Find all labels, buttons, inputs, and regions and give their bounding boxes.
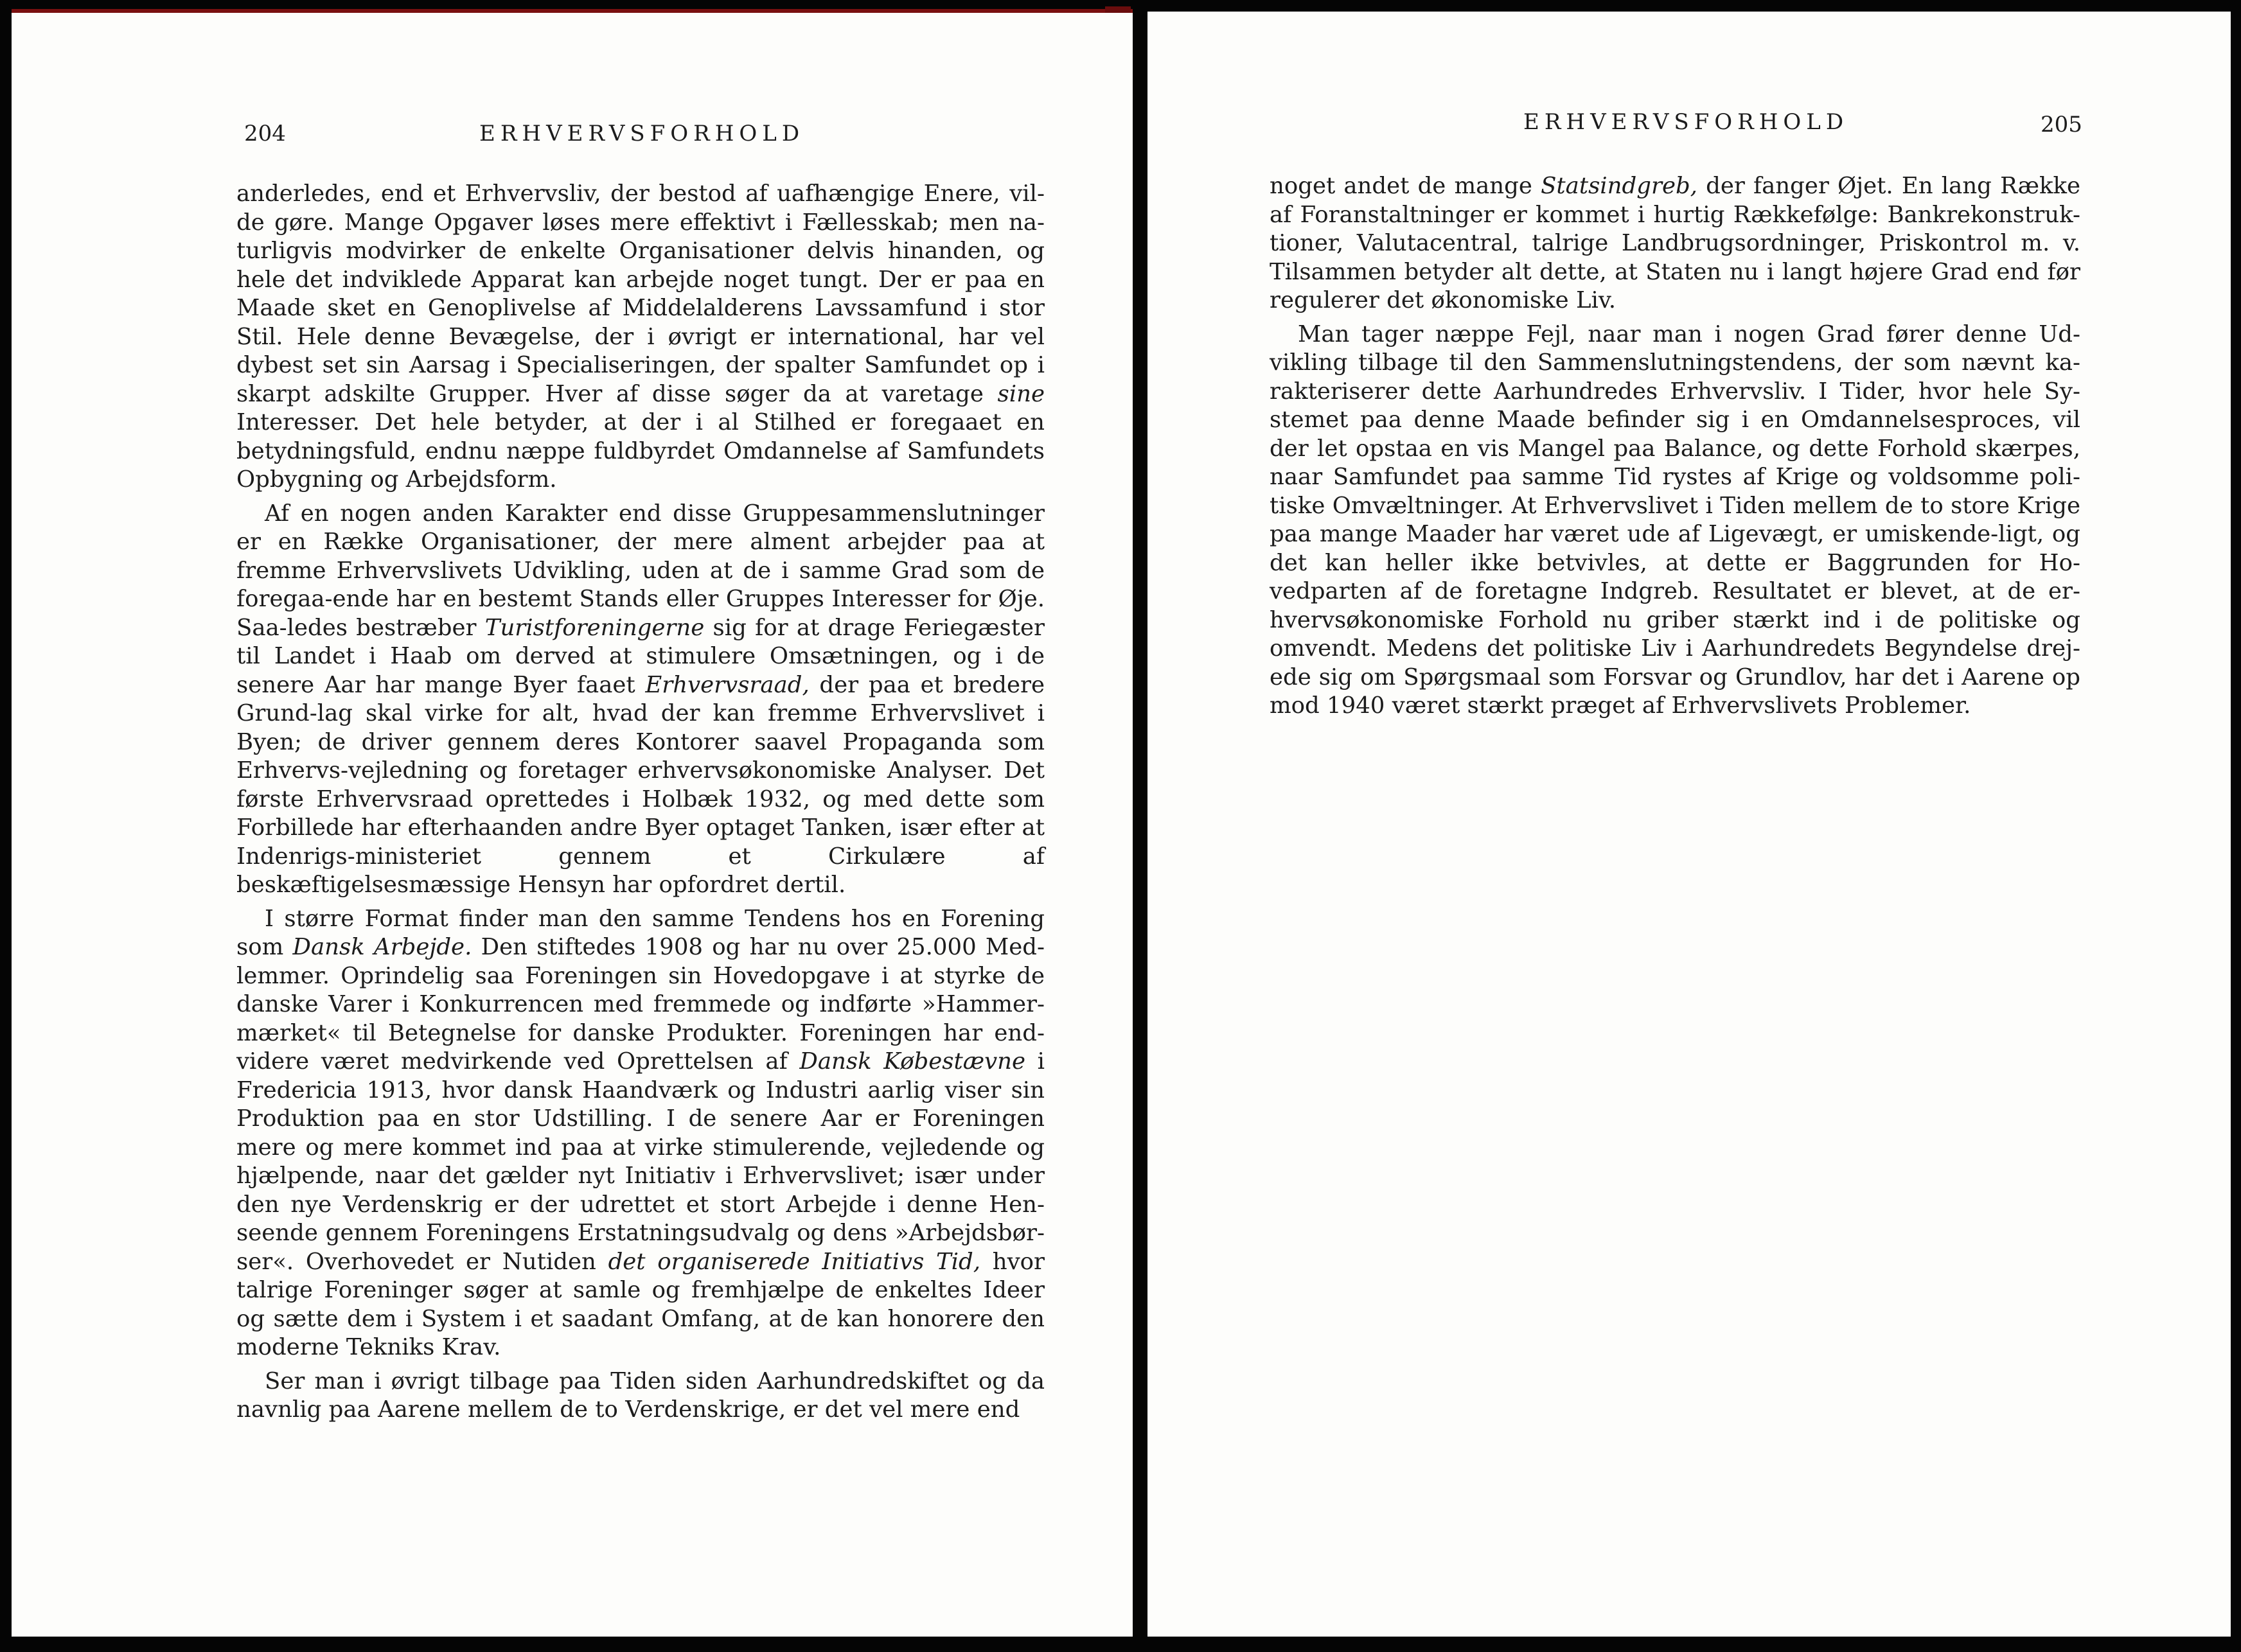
text-run: I større Format finder man den samme Tendens hos en Forening som [236, 905, 1045, 960]
italic-run: Turistforeningerne [484, 614, 705, 641]
italic-run: Dansk Købestævne [799, 1048, 1026, 1075]
paragraph [236, 500, 1045, 900]
text-run: der paa et bredere Grund-lag skal virke for alt, hvad der kan fremme Erhvervslivet i Byen; de driver gennem deres Kontorer saavel Propaganda som Erhvervs-vejledning og foretager erhvervsøkonomiske Analyser. Det første Erhvervsraad oprettedes i Holbæk 1932, og med dette som Forbillede har efterhaanden andre Byer optaget Tanken, især efter at Indenrigs-ministeriet gennem et Cirkulære af beskæftigelsesmæssige Hensyn har opfordret dertil. [236, 671, 1045, 898]
text-run: hvor talrige Foreninger søger at samle og fremhjælpe de enkeltes Ideer og sætte dem i System i et saadant Omfang, at de kan honorere den moderne Tekniks Krav. [236, 1248, 1045, 1360]
italic-run: sine [997, 380, 1045, 407]
paragraph [1270, 172, 2080, 315]
text-run: Man tager næppe Fejl, naar man i nogen Grad fører denne Ud-vikling tilbage til den Sammenslutningstendens, der som nævnt ka-rakteriserer dette Aarhundredes Erhvervsliv. I Tider, hvor hele Sy-stemet paa denne Maade befinder sig i en Omdannelsesproces, vil der let opstaa en vis Mangel paa Balance, og dette Forhold skærpes, naar Samfundet paa samme Tid rystes af Krige og voldsomme poli-tiske Omvæltninger. At Erhvervslivet i Tiden mellem de to store Krige paa mange Maader har været ude af Ligevægt, er umiskende-ligt, og det kan heller ikke betvivles, at dette er Baggrunden for Ho-vedparten af de foretagne Indgreb. Resultatet er blevet, at de er-hvervsøkonomiske Forhold nu griber stærkt ind i de politiske og omvendt. Medens det politiske Liv i Aarhundredets Begyndelse drej-ede sig om Spørgsmaal som Forsvar og Grundlov, har det i Aarene op mod 1940 været stærkt præget af Erhvervslivets Problemer. [1270, 321, 2080, 719]
page-number: 205 [2041, 112, 2082, 137]
page-edge-mark [1105, 6, 1131, 13]
text-run: der fanger Øjet. En lang Række af Foranstaltninger er kommet i hurtig Rækkefølge: Bankrekonstruk-tioner, Valutacentral, talrige Landbrugsordninger, Priskontrol m. v. Tilsammen betyder alt dette, at Staten nu i langt højere Grad end før regulerer det økonomiske Liv. [1270, 173, 2081, 313]
text-run: sig for at drage Feriegæster til Landet i Haab om derved at stimulere Omsætningen, og i de senere Aar har mange Byer faaet [236, 614, 1045, 698]
running-title: ERHVERVSFORHOLD [479, 121, 805, 146]
paragraph [1270, 321, 2080, 721]
right-page [1147, 12, 2231, 1637]
italic-run: Erhvervsraad, [645, 671, 810, 698]
italic-run: Statsindgreb, [1541, 173, 1697, 199]
running-title: ERHVERVSFORHOLD [1523, 109, 1849, 135]
text-run: noget andet de mange [1270, 173, 1541, 199]
italic-run: Dansk Arbejde. [292, 934, 472, 960]
page-number: 204 [244, 121, 286, 146]
text-run: Interesser. Det hele betyder, at der i al Stilhed er foregaaet en betydningsfuld, endnu næppe fuldbyrdet Omdannelse af Samfundets Opbygning og Arbejdsform. [236, 409, 1045, 493]
left-page [12, 9, 1133, 1637]
paragraph [236, 180, 1045, 495]
text-run: anderledes, end et Erhvervsliv, der bestod af uafhængige Enere, vil-de gøre. Mange Opgaver løses mere effektivt i Fællesskab; men na-turligvis modvirker de enkelte Organisationer delvis hinanden, og hele det indviklede Apparat kan arbejde noget tungt. Der er paa en Maade sket en Genoplivelse af Middelalderens Lavssamfund i stor Stil. Hele denne Bevægelse, der i øvrigt er international, har vel dybest set sin Aarsag i Specialiseringen, der spalter Samfundet op i skarpt adskilte Grupper. Hver af disse søger da at varetage [236, 180, 1045, 407]
paragraph [236, 905, 1045, 1362]
right-page-body [1270, 172, 2080, 726]
left-page-body [236, 180, 1045, 1430]
text-run: i Fredericia 1913, hvor dansk Haandværk og Industri aarlig viser sin Produktion paa en stor Udstilling. I de senere Aar er Foreningen mere og mere kommet ind paa at virke stimulerende, vejledende og hjælpende, naar det gælder nyt Initiativ i Erhvervslivet; især under den nye Verdenskrig er der udrettet et stort Arbejde i denne Hen-seende gennem Foreningens Erstatningsudvalg og dens »Arbejdsbør-ser«. Overhovedet er Nutiden [236, 1048, 1045, 1275]
italic-run: det organiserede Initiativs Tid, [608, 1248, 981, 1275]
text-run: Af en nogen anden Karakter end disse Gruppesammenslutninger er en Række Organisationer, der mere alment arbejder paa at fremme Erhvervslivets Udvikling, uden at de i samme Grad som de foregaa-ende har en bestemt Stands eller Gruppes Interesser for Øje. Saa-ledes bestræber [236, 500, 1045, 641]
text-run: Ser man i øvrigt tilbage paa Tiden siden Aarhundredskiftet og da navnlig paa Aarene mellem de to Verdenskrige, er det vel mere end [236, 1367, 1045, 1423]
text-run: Den stiftedes 1908 og har nu over 25.000 Med-lemmer. Oprindelig saa Foreningen sin Hovedopgave i at styrke de danske Varer i Konkurrencen med fremmede og indførte »Hammer-mærket« til Betegnelse for danske Produkter. Foreningen har end-videre været medvirkende ved Oprettelsen af [236, 934, 1045, 1075]
paragraph [236, 1367, 1045, 1425]
